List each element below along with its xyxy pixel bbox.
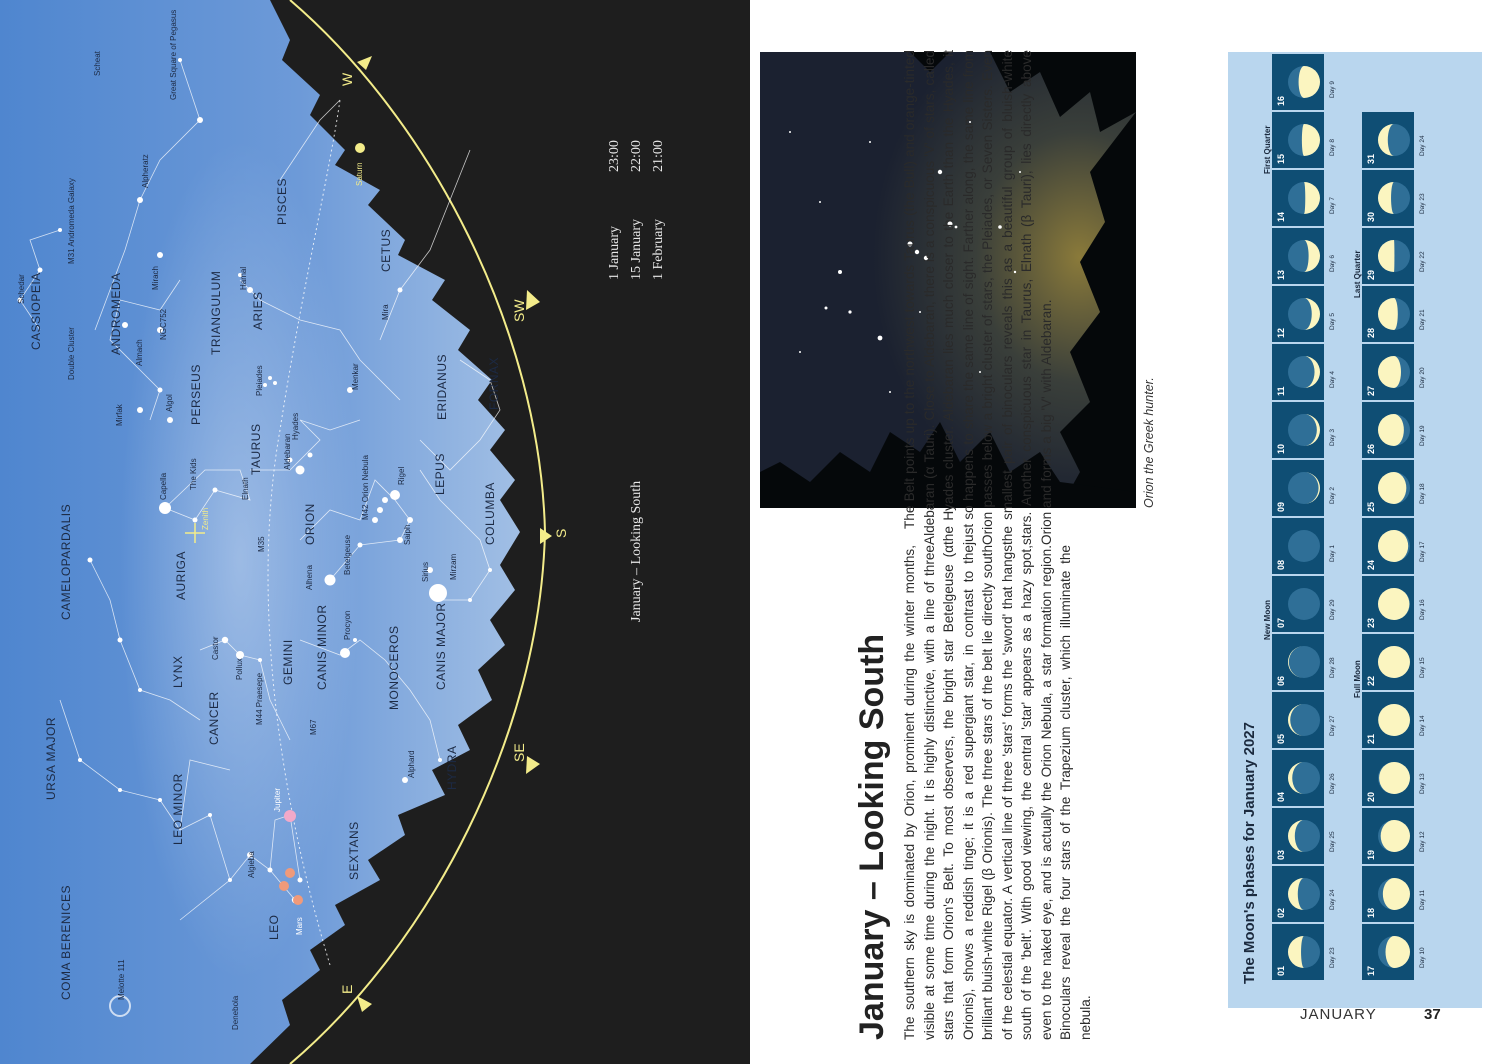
moon-date-number: 27 bbox=[1366, 385, 1376, 396]
moon-date-number: 23 bbox=[1366, 617, 1376, 628]
moon-phase-cell bbox=[1362, 692, 1426, 748]
label-mirfak: Mirfak bbox=[115, 404, 124, 426]
moon-phase-cell bbox=[1362, 866, 1426, 922]
moon-date-number: 13 bbox=[1276, 269, 1286, 280]
label-betelgeuse: Betelgeuse bbox=[343, 534, 352, 575]
moon-day-label: Day 24 bbox=[1419, 135, 1426, 156]
moon-phase-cell bbox=[1272, 924, 1336, 980]
moon-row-1 bbox=[1272, 54, 1336, 980]
moon-day-label: Day 18 bbox=[1419, 483, 1426, 504]
moon-date-number: 17 bbox=[1366, 965, 1376, 976]
label-double-cluster: Double Cluster bbox=[67, 327, 76, 380]
moon-day-label: Day 24 bbox=[1329, 889, 1336, 910]
const-canis-major: CANIS MAJOR bbox=[434, 602, 448, 690]
moon-phase-cell bbox=[1362, 228, 1426, 284]
moon-date-number: 09 bbox=[1276, 501, 1286, 512]
label-melotte-111: Melotte 111 bbox=[117, 959, 126, 1000]
moon-phases-panel bbox=[1228, 52, 1482, 1008]
direction-w: W bbox=[339, 72, 355, 86]
const-orion: ORION bbox=[303, 503, 317, 545]
moon-date-number: 29 bbox=[1366, 269, 1376, 280]
moon-phase-cell bbox=[1272, 866, 1336, 922]
label-jupiter: Jupiter bbox=[273, 787, 282, 812]
moon-lit-portion bbox=[1379, 762, 1410, 794]
moon-date-number: 06 bbox=[1276, 675, 1286, 686]
moon-date-number: 18 bbox=[1366, 907, 1376, 918]
moon-day-label: Day 2 bbox=[1329, 487, 1336, 504]
const-fornax: FORNAX bbox=[487, 356, 501, 410]
moon-date-number: 12 bbox=[1276, 327, 1286, 338]
moon-row-2 bbox=[1362, 112, 1426, 980]
moon-day-label: Day 29 bbox=[1329, 599, 1336, 620]
article-heading: January – Looking South bbox=[853, 633, 891, 1040]
label-the-kids: The Kids bbox=[189, 458, 198, 490]
label-capella: Capella bbox=[159, 472, 168, 500]
const-cancer: CANCER bbox=[207, 691, 221, 745]
label-alhena: Alhena bbox=[305, 565, 314, 590]
const-triangulum: TRIANGULUM bbox=[209, 270, 223, 355]
moon-day-label: Day 12 bbox=[1419, 831, 1426, 852]
moon-phase-cell bbox=[1272, 808, 1336, 864]
article-paragraph-1: The southern sky is dominated by Orion, prominent during the winter months, visible at some time during the night. It is highly distinctive, with a line of three stars that form Orion's Belt. To most observers, the bright star Betelgeuse (α Orionis), shows a reddish tinge; it is a red supergiant star, in contrast to the brilliant bluish-white Rigel (β Orionis). The three stars of the belt lie directly south of the celestial equator. A vertical line of three 'stars' forms the 'sword' that hangs south of the 'belt'. With good viewing, the central 'star' appears as a hazy spot, even to the naked eye, and is actually the Orion Nebula, a star formation region. Binoculars reveal the four stars of the Trapezium cluster, which illuminate the nebula. bbox=[902, 545, 1093, 1040]
moon-day-label: Day 4 bbox=[1329, 371, 1336, 388]
const-cetus: CETUS bbox=[379, 228, 393, 272]
mars-marker-2 bbox=[285, 868, 295, 878]
const-camelopardalis: CAMELOPARDALIS bbox=[59, 503, 73, 620]
moon-day-label: Day 20 bbox=[1419, 367, 1426, 388]
label-saiph: Saiph bbox=[403, 524, 412, 545]
moon-day-label: Day 25 bbox=[1329, 831, 1336, 852]
moon-date-number: 02 bbox=[1276, 907, 1286, 918]
moon-day-label: Day 13 bbox=[1419, 773, 1426, 794]
moon-phase-cell bbox=[1272, 576, 1336, 632]
moon-lit-portion bbox=[1378, 588, 1409, 620]
label-new-moon: New Moon bbox=[1263, 600, 1272, 640]
moon-date-number: 30 bbox=[1366, 211, 1376, 222]
moon-phase-cell bbox=[1272, 54, 1336, 110]
const-canis-minor: CANIS MINOR bbox=[315, 604, 329, 690]
label-procyon: Procyon bbox=[343, 610, 352, 640]
label-elnath: Elnath bbox=[241, 477, 250, 500]
const-coma-berenices: COMA BERENICES bbox=[59, 884, 73, 1000]
article-body bbox=[900, 50, 1095, 1040]
moon-phase-cell bbox=[1362, 924, 1426, 980]
chart-title: January – Looking South bbox=[629, 480, 644, 622]
moon-disc bbox=[1288, 530, 1320, 562]
moon-date-number: 26 bbox=[1366, 443, 1376, 454]
label-alpheratz: Alpheratz bbox=[141, 154, 150, 188]
label-first-quarter: First Quarter bbox=[1263, 125, 1272, 174]
moon-disc bbox=[1288, 588, 1320, 620]
moon-phase-cell bbox=[1272, 112, 1336, 168]
time-time-2: 22:00 bbox=[629, 140, 644, 172]
moon-phase-cell bbox=[1362, 460, 1426, 516]
jupiter-marker bbox=[284, 810, 296, 822]
label-m35: M35 bbox=[257, 536, 266, 552]
label-m31: M31 Andromeda Galaxy bbox=[67, 178, 76, 264]
photo-caption: Orion the Greek hunter. bbox=[1142, 377, 1156, 508]
moon-date-number: 22 bbox=[1366, 675, 1376, 686]
label-alphard: Alphard bbox=[407, 750, 416, 778]
label-rigel: Rigel bbox=[397, 466, 406, 485]
moon-phase-cell bbox=[1362, 402, 1426, 458]
label-sirius: Sirius bbox=[421, 561, 430, 582]
moon-panel-title: The Moon's phases for January 2027 bbox=[1241, 722, 1258, 984]
moon-day-label: Day 16 bbox=[1419, 599, 1426, 620]
article-paragraph-2: The Belt points up to the northwest towards Taurus (the Bull) and orange-tinted Aldebaran (α Tauri). Close to Aldebaran, there is a conspicuous 'V' of stars, called the Hyades cluster. Aldebaran lies much closer to the Earth than the Hyades, it just so happens to share the same line of sight. Farther along, the same line from Orion passes below a bright cluster of stars, the Pleiades, or Seven Sisters. Even the smallest pair of binoculars reveals this as a beautiful group of bluish-white stars. Another conspicuous star in Taurus, Elnath (β Tauri), lies directly above Orion and forms a big 'V' with Aldebaran. bbox=[902, 50, 1054, 545]
moon-date-number: 05 bbox=[1276, 733, 1286, 744]
label-mira: Mira bbox=[381, 304, 390, 320]
moon-phase-cell bbox=[1362, 170, 1426, 226]
const-hydra: HYDRA bbox=[445, 745, 459, 790]
const-taurus: TAURUS bbox=[249, 423, 263, 475]
article bbox=[852, 50, 1224, 1040]
moon-date-number: 20 bbox=[1366, 791, 1376, 802]
moon-date-number: 31 bbox=[1366, 153, 1376, 164]
const-monoceros: MONOCEROS bbox=[387, 625, 401, 710]
const-ursa-major: URSA MAJOR bbox=[44, 716, 58, 800]
const-gemini: GEMINI bbox=[281, 639, 295, 685]
moon-day-label: Day 15 bbox=[1419, 657, 1426, 678]
moon-day-label: Day 22 bbox=[1419, 251, 1426, 272]
moon-phase-cell bbox=[1272, 402, 1336, 458]
footer-month: JANUARY bbox=[1300, 1006, 1377, 1023]
label-full-moon: Full Moon bbox=[1353, 660, 1362, 698]
moon-phase-cell bbox=[1362, 808, 1426, 864]
label-hamal: Hamal bbox=[239, 266, 248, 290]
moon-day-label: Day 23 bbox=[1329, 947, 1336, 968]
const-leo-minor: LEO MINOR bbox=[171, 773, 185, 845]
time-time-3: 21:00 bbox=[651, 140, 666, 172]
moon-phase-cell bbox=[1272, 344, 1336, 400]
moon-date-number: 16 bbox=[1276, 95, 1286, 106]
const-andromeda: ANDROMEDA bbox=[109, 272, 123, 355]
moon-day-label: Day 27 bbox=[1329, 715, 1336, 736]
label-schedar: Schedar bbox=[17, 274, 26, 304]
moon-date-number: 01 bbox=[1276, 965, 1286, 976]
moon-phase-cell bbox=[1272, 692, 1336, 748]
const-aries: ARIES bbox=[251, 291, 265, 330]
label-castor: Castor bbox=[211, 636, 220, 660]
page-number: 37 bbox=[1424, 1006, 1441, 1023]
moon-phase-cell bbox=[1362, 576, 1426, 632]
label-m67: M67 bbox=[309, 719, 318, 735]
direction-se: SE bbox=[511, 743, 527, 762]
moon-phase-cell bbox=[1362, 634, 1426, 690]
moon-date-number: 21 bbox=[1366, 733, 1376, 744]
label-denebola: Denebola bbox=[231, 995, 240, 1030]
moon-phase-cell bbox=[1272, 634, 1336, 690]
moon-date-number: 04 bbox=[1276, 791, 1286, 802]
moon-day-label: Day 10 bbox=[1419, 947, 1426, 968]
moon-phase-cell bbox=[1272, 460, 1336, 516]
moon-day-label: Day 26 bbox=[1329, 773, 1336, 794]
mars-marker-3 bbox=[293, 895, 303, 905]
const-eridanus: ERIDANUS bbox=[435, 353, 449, 420]
moon-date-number: 11 bbox=[1276, 386, 1286, 396]
label-last-quarter: Last Quarter bbox=[1353, 250, 1362, 298]
moon-day-label: Day 9 bbox=[1329, 81, 1336, 98]
label-zenith: Zenith bbox=[201, 507, 210, 530]
moon-phase-cell bbox=[1362, 518, 1426, 574]
const-sextans: SEXTANS bbox=[347, 821, 361, 880]
moon-phase-cell bbox=[1272, 750, 1336, 806]
moon-date-number: 24 bbox=[1366, 559, 1376, 570]
time-date-3: 1 February bbox=[651, 218, 666, 280]
moon-day-label: Day 8 bbox=[1329, 139, 1336, 156]
saturn-marker bbox=[355, 143, 365, 153]
moon-date-number: 08 bbox=[1276, 559, 1286, 570]
moon-date-number: 03 bbox=[1276, 849, 1286, 860]
direction-sw: SW bbox=[511, 299, 527, 322]
moon-day-label: Day 19 bbox=[1419, 425, 1426, 446]
moon-day-label: Day 3 bbox=[1329, 429, 1336, 446]
moon-lit-portion bbox=[1378, 704, 1410, 736]
moon-phase-cell bbox=[1272, 228, 1336, 284]
label-great-square: Great Square of Pegasus bbox=[169, 9, 178, 100]
moon-day-label: Day 11 bbox=[1419, 889, 1426, 910]
label-m44: M44 Praesepe bbox=[255, 672, 264, 725]
moon-phase-cell bbox=[1272, 518, 1336, 574]
moon-day-label: Day 28 bbox=[1329, 657, 1336, 678]
time-date-2: 15 January bbox=[629, 218, 644, 280]
moon-phase-cell bbox=[1362, 344, 1426, 400]
label-pleiades: Pleiades bbox=[255, 365, 264, 396]
const-cassiopeia: CASSIOPEIA bbox=[29, 272, 43, 350]
const-leo: LEO bbox=[267, 914, 281, 940]
time-date-1: 1 January bbox=[607, 225, 622, 280]
label-saturn: Saturn bbox=[355, 162, 364, 186]
moon-day-label: Day 14 bbox=[1419, 715, 1426, 736]
moon-phase-cell bbox=[1272, 170, 1336, 226]
const-pisces: PISCES bbox=[275, 177, 289, 225]
moon-phase-cell bbox=[1362, 750, 1426, 806]
moon-date-number: 14 bbox=[1276, 211, 1286, 222]
moon-date-number: 15 bbox=[1276, 153, 1286, 164]
direction-e: E bbox=[339, 984, 355, 994]
moon-day-label: Day 7 bbox=[1329, 197, 1336, 214]
label-algieba: Algieba bbox=[247, 851, 256, 878]
label-aldebaran: Aldebaran bbox=[283, 433, 292, 470]
label-m42: M42 Orion Nebula bbox=[361, 455, 370, 520]
label-pollux: Pollux bbox=[235, 658, 244, 680]
moon-day-label: Day 6 bbox=[1329, 255, 1336, 272]
moon-date-number: 28 bbox=[1366, 327, 1376, 338]
moon-phase-cell bbox=[1272, 286, 1336, 342]
moon-day-label: Day 23 bbox=[1419, 193, 1426, 214]
direction-s: S bbox=[553, 528, 569, 538]
label-ngc752: NGC752 bbox=[159, 308, 168, 340]
time-time-1: 23:00 bbox=[607, 140, 622, 172]
moon-phase-cell bbox=[1362, 286, 1426, 342]
label-almach: Almach bbox=[135, 339, 144, 366]
moon-day-label: Day 5 bbox=[1329, 313, 1336, 330]
moon-date-number: 10 bbox=[1276, 443, 1286, 454]
moon-day-label: Day 21 bbox=[1419, 309, 1426, 330]
label-mirzam: Mirzam bbox=[449, 553, 458, 580]
mars-marker-1 bbox=[279, 881, 289, 891]
moon-date-number: 19 bbox=[1366, 849, 1376, 860]
label-menkar: Menkar bbox=[351, 363, 360, 390]
label-mirach: Mirach bbox=[151, 265, 160, 290]
const-perseus: PERSEUS bbox=[189, 364, 203, 425]
label-mars: Mars bbox=[295, 917, 304, 935]
const-lynx: LYNX bbox=[171, 655, 185, 688]
const-auriga: AURIGA bbox=[174, 550, 188, 600]
moon-day-label: Day 17 bbox=[1419, 541, 1426, 562]
moon-date-number: 25 bbox=[1366, 501, 1376, 512]
moon-day-label: Day 1 bbox=[1329, 545, 1336, 562]
moon-date-number: 07 bbox=[1276, 617, 1286, 628]
const-columba: COLUMBA bbox=[483, 482, 497, 545]
const-lepus: LEPUS bbox=[433, 453, 447, 495]
moon-lit-portion bbox=[1378, 646, 1410, 678]
label-algol: Algol bbox=[165, 394, 174, 412]
label-scheat: Scheat bbox=[93, 51, 102, 76]
label-hyades: Hyades bbox=[291, 412, 300, 440]
moon-phase-cell bbox=[1362, 112, 1426, 168]
